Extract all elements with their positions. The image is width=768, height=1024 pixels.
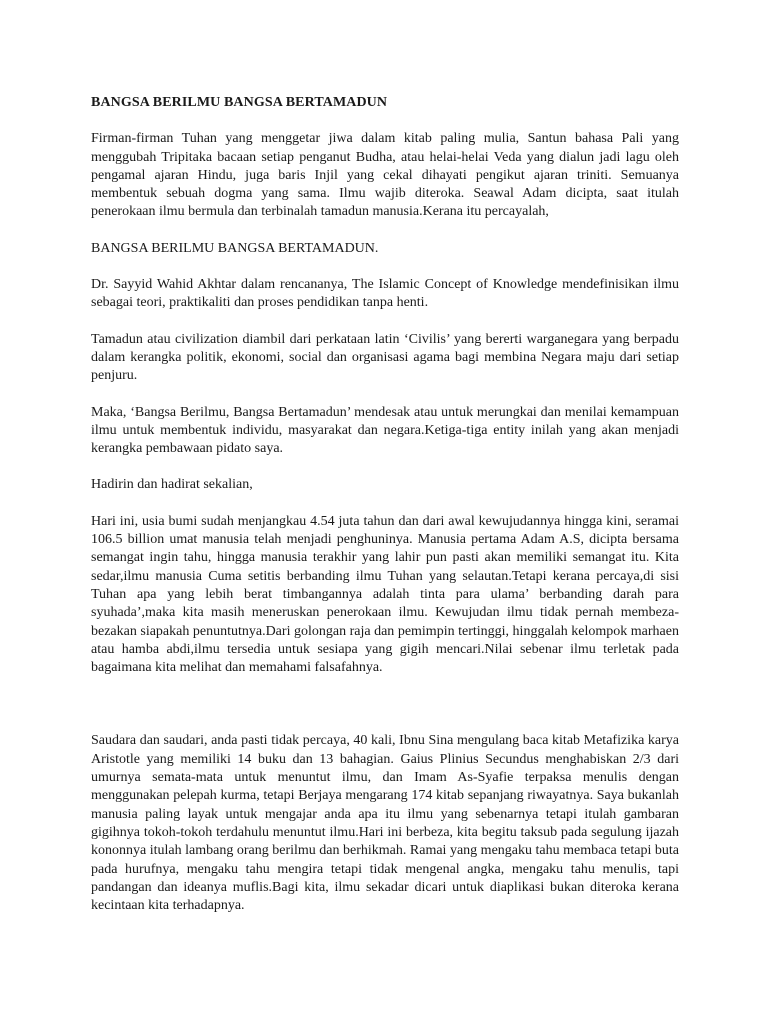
document-body [91,94,679,933]
document-title: BANGSA BERILMU BANGSA BERTAMADUN [91,95,388,110]
paragraph-history-of-knowledge: Hari ini, usia bumi sudah menjangkau 4.54 juta tahun dan dari awal kewujudannya hingga kini, seramai 106.5 billion umat manusia telah menjadi penghuninya. Manusia pertama Adam A.S, dicipta bersama semangat ingin tahu, hingga manusia terakhir yang lahir pun pasti akan memiliki semangat itu. Kita sedar,ilmu manusia Cuma setitis berbanding ilmu Tuhan yang selautan.Tetapi kerana percaya,di sisi Tuhan apa yang lebih berat timbangannya adalah tinta para ulama’ berbanding darah para syuhada’,maka kita masih meneruskan penerokaan ilmu. Kewujudan ilmu tidak pernah membeza-bezakan siapakah penuntutnya.Dari golongan raja dan pemimpin tertinggi, hinggalah kelompok marhaen atau hamba abdi,ilmu tersedia untuk sesiapa yang gigih mencari.Nilai sebenar ilmu terletak pada bagaimana kita melihat dan memahami falsafahnya. [91,513,679,676]
paragraph-intro: Firman-firman Tuhan yang menggetar jiwa dalam kitab paling mulia, Santun bahasa Pali yang menggubah Tripitaka bacaan setiap penganut Budha, atau helai-helai Veda yang dialun jadi lagu oleh pengamal ajaran Hindu, juga baris Injil yang cekal dihayati pengikut ajaran triniti. Semuanya membentuk sebuah dogma yang sama. Ilmu wajib diteroka. Seawal Adam dicipta, saat itulah penerokaan ilmu bermula dan terbinalah tamadun manusia.Kerana itu percayalah, [91,131,679,220]
paragraph-definition-knowledge: Dr. Sayyid Wahid Akhtar dalam rencananya, The Islamic Concept of Knowledge mendefinisikan ilmu sebagai teori, praktikaliti dan proses pendidikan tanpa henti. [91,277,679,311]
paragraph-title-repeat: BANGSA BERILMU BANGSA BERTAMADUN. [91,240,379,256]
paragraph-greeting: Hadirin dan hadirat sekalian, [91,477,253,493]
paragraph-scholars: Saudara dan saudari, anda pasti tidak percaya, 40 kali, Ibnu Sina mengulang baca kitab Metafizika karya Aristotle yang memiliki 14 buku dan 13 bahagian. Gaius Plinius Secundus menghabiskan 2/3 dari umurnya semata-mata untuk menuntut ilmu, dan Imam As-Syafie terpaksa menulis dengan menggunakan pelepah kurma, tetapi Berjaya mengarang 174 kitab sepanjang riwayatnya. Saya bukanlah manusia paling layak untuk mengajar anda apa itu ilmu yang sebenarnya tetapi itulah gambaran gigihnya tokoh-tokoh terdahulu menuntut ilmu.Hari ini berbeza, kita begitu taksub pada segulung ijazah kononnya itulah lambang orang berilmu dan berhikmah. Ramai yang mengaku tahu membaca tetapi buta pada hurufnya, mengaku tahu mengira tetapi tidak mengenal angka, mengaku tahu menulis, tapi pandangan dan ideanya muflis.Bagi kita, ilmu sekadar dicari untuk diaplikasi bukan diteroka kerana kecintaan kita terhadapnya. [91,733,679,914]
paragraph-thesis: Maka, ‘Bangsa Berilmu, Bangsa Bertamadun’ mendesak atau untuk merungkai dan menilai kemampuan ilmu untuk membentuk individu, masyarakat dan negara.Ketiga-tiga entity inilah yang akan menjadi kerangka pembawaan pidato saya. [91,404,679,457]
paragraph-definition-civilization: Tamadun atau civilization diambil dari perkataan latin ‘Civilis’ yang bererti warganegara yang berpadu dalam kerangka politik, ekonomi, social dan organisasi agama bagi membina Negara maju dari setiap penjuru. [91,331,679,384]
